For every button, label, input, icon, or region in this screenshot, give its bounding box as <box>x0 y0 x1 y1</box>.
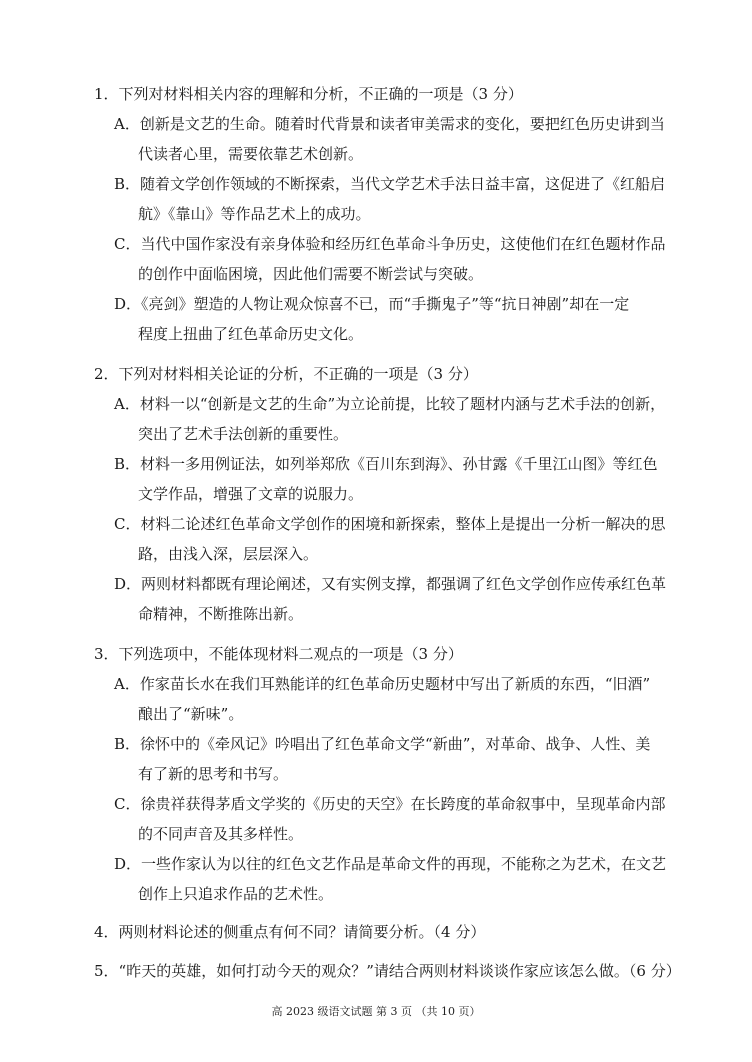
question-4-stem: 4．两则材料论述的侧重点有何不同？请简要分析。（4 分） <box>94 923 486 941</box>
q3-option-c-line-2: 的不同声音及其多样性。 <box>138 825 304 843</box>
q2-option-c-line-1: C．材料二论述红色革命文学创作的困境和新探索，整体上是提出一分析一解决的思 <box>114 515 666 533</box>
q3-option-d-line-1: D．一些作家认为以往的红色文艺作品是革命文件的再现，不能称之为艺术，在文艺 <box>114 855 667 873</box>
q1-option-c-line-2: 的创作中面临困境，因此他们需要不断尝试与突破。 <box>138 265 484 283</box>
q3-option-a-line-1: A．作家苗长水在我们耳熟能详的红色革命历史题材中写出了新质的东西，“旧酒” <box>114 675 651 693</box>
q2-option-c-line-2: 路，由浅入深，层层深入。 <box>138 545 319 563</box>
q2-option-b-line-2: 文学作品，增强了文章的说服力。 <box>138 485 364 503</box>
q3-option-b-line-2: 有了新的思考和书写。 <box>138 765 289 783</box>
question-1-stem: 1．下列对材料相关内容的理解和分析，不正确的一项是（3 分） <box>94 85 523 103</box>
q1-option-a-line-2: 代读者心里，需要依靠艺术创新。 <box>138 145 364 163</box>
q3-option-a-line-2: 酿出了“新味”。 <box>138 705 244 723</box>
question-2-stem: 2．下列对材料相关论证的分析，不正确的一项是（3 分） <box>94 365 478 383</box>
question-3-stem: 3．下列选项中，不能体现材料二观点的一项是（3 分） <box>94 645 463 663</box>
page-footer: 高 2023 级语文试题 第 3 页 （共 10 页） <box>271 1005 481 1018</box>
q1-option-c-line-1: C．当代中国作家没有亲身体验和经历红色革命斗争历史，这使他们在红色题材作品 <box>114 235 666 253</box>
q1-option-b-line-2: 航》《靠山》等作品艺术上的成功。 <box>138 205 371 223</box>
q2-option-d-line-1: D．两则材料都既有理论阐述，又有实例支撑，都强调了红色文学创作应传承红色革 <box>114 575 667 593</box>
q1-option-d-line-1: D．《亮剑》塑造的人物让观众惊喜不已，而“手撕鬼子”等“抗日神剧”却在一定 <box>114 295 630 313</box>
q3-option-d-line-2: 创作上只追求作品的艺术性。 <box>138 885 334 903</box>
q2-option-d-line-2: 命精神，不断推陈出新。 <box>138 605 304 623</box>
q1-option-a-line-1: A．创新是文艺的生命。随着时代背景和读者审美需求的变化，要把红色历史讲到当 <box>114 115 665 133</box>
q2-option-a-line-1: A．材料一以“创新是文艺的生命”为立论前提，比较了题材内涵与艺术手法的创新， <box>114 395 666 413</box>
q1-option-b-line-1: B．随着文学创作领域的不断探索，当代文学艺术手法日益丰富，这促进了《红船启 <box>114 175 666 193</box>
q2-option-a-line-2: 突出了艺术手法创新的重要性。 <box>138 425 349 443</box>
question-5-stem: 5．“昨天的英雄，如何打动今天的观众？”请结合两则材料谈谈作家应该怎么做。（6 分） <box>94 962 681 980</box>
q3-option-b-line-1: B．徐怀中的《牵风记》吟唱出了红色革命文学“新曲”，对革命、战争、人性、美 <box>114 735 651 753</box>
q3-option-c-line-1: C．徐贵祥获得茅盾文学奖的《历史的天空》在长跨度的革命叙事中，呈现革命内部 <box>114 795 666 813</box>
q1-option-d-line-2: 程度上扭曲了红色革命历史文化。 <box>138 325 364 343</box>
q2-option-b-line-1: B．材料一多用例证法，如列举郑欣《百川东到海》、孙甘露《千里江山图》等红色 <box>114 455 658 473</box>
